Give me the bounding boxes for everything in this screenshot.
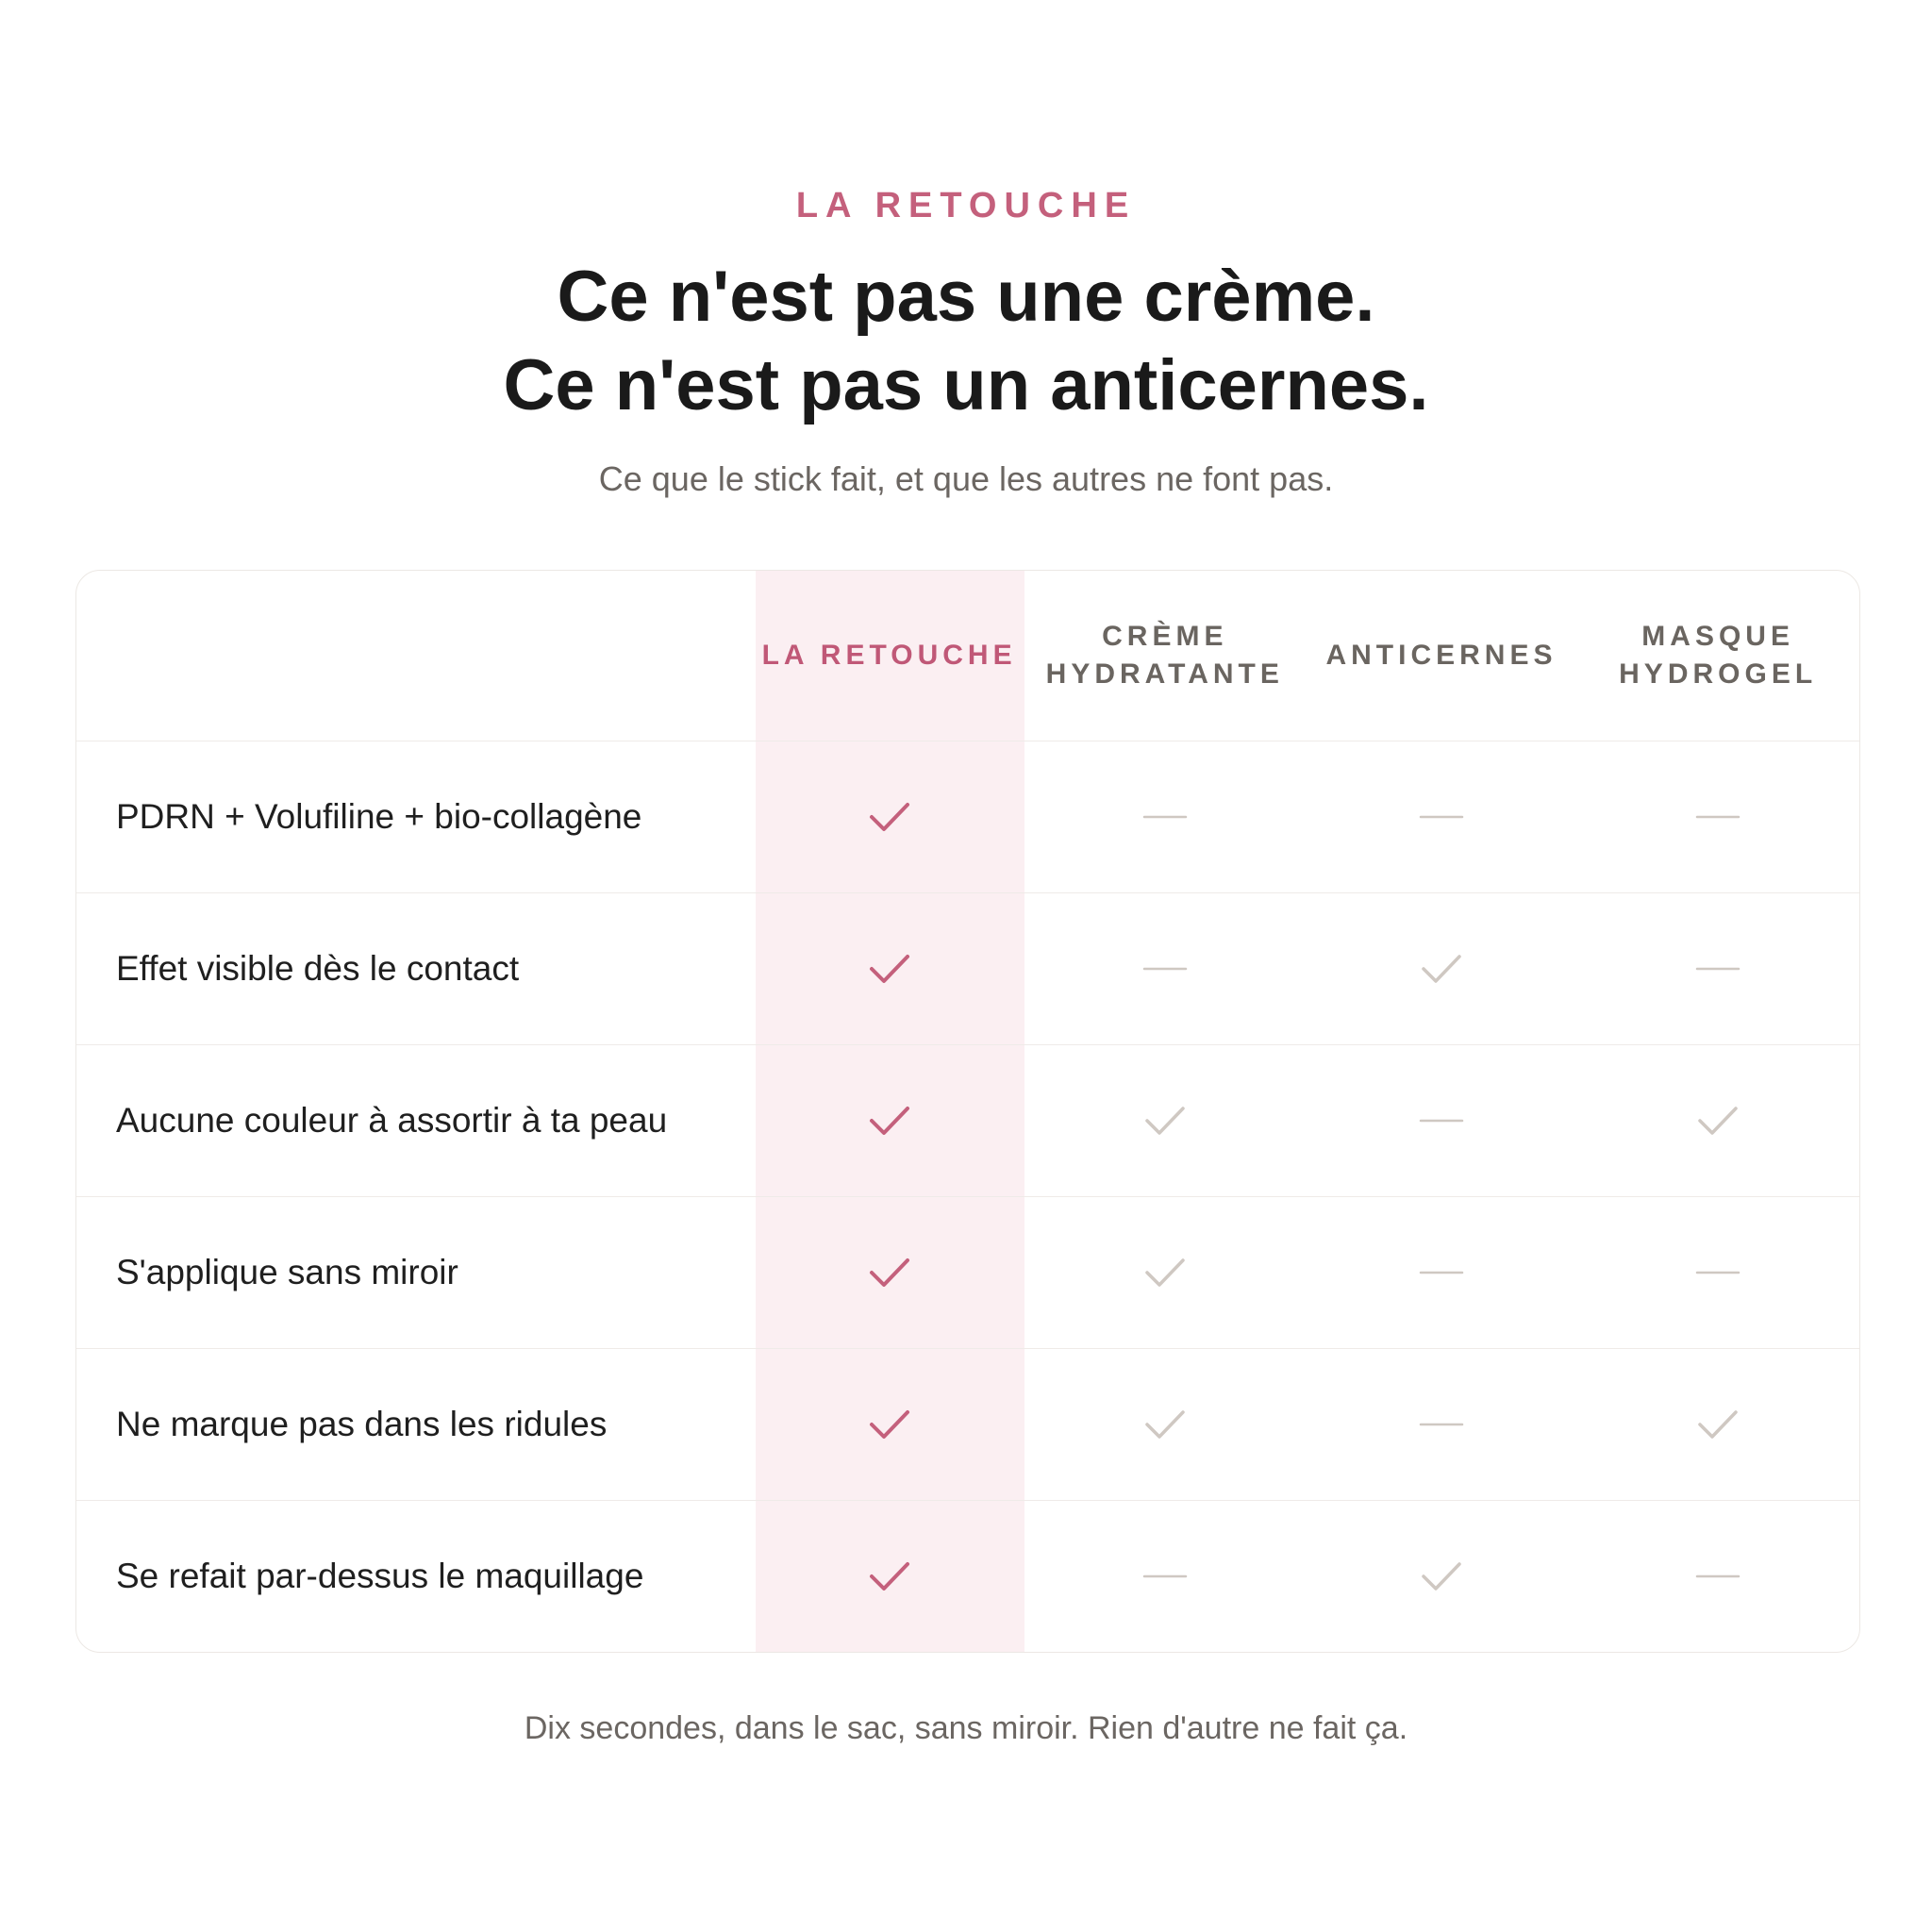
cell-la-retouche <box>755 1197 1024 1348</box>
dash-icon <box>1419 1422 1464 1427</box>
table-row <box>76 1500 1859 1652</box>
check-icon <box>867 1102 912 1140</box>
page-title <box>0 253 1932 430</box>
cell-anticernes <box>1307 1045 1577 1196</box>
dash-icon <box>1695 1574 1740 1579</box>
check-icon <box>1695 1406 1740 1443</box>
page-subtitle: Ce que le stick fait, et que les autres ne font pas. <box>598 459 1334 498</box>
cell-la-retouche <box>755 1501 1024 1652</box>
column-header-label: CRÈME HYDRATANTE <box>1045 621 1284 690</box>
footer-tagline: Dix secondes, dans le sac, sans miroir. Rien d'autre ne fait ça. <box>524 1710 1408 1746</box>
check-icon <box>867 1406 912 1443</box>
check-icon <box>1695 1102 1740 1140</box>
cell-la-retouche <box>755 1045 1024 1196</box>
cell-anticernes <box>1307 893 1577 1044</box>
cell-masque-hydrogel <box>1576 893 1859 1044</box>
column-header-label: ANTICERNES <box>1325 640 1557 671</box>
dash-icon <box>1142 814 1188 820</box>
column-header-anticernes <box>1307 571 1577 741</box>
column-header-label: MASQUE HYDROGEL <box>1619 621 1818 690</box>
table-row <box>76 1348 1859 1500</box>
table-row <box>76 1044 1859 1196</box>
cell-creme-hydratante <box>1024 893 1307 1044</box>
cell-masque-hydrogel <box>1576 741 1859 892</box>
comparison-table <box>75 570 1860 1653</box>
dash-icon <box>1419 814 1464 820</box>
column-header-masque-hydrogel <box>1576 571 1859 741</box>
table-row <box>76 1196 1859 1348</box>
dash-icon <box>1142 1574 1188 1579</box>
row-feature-label: PDRN + Volufiline + bio-collagène <box>116 797 642 836</box>
cell-la-retouche <box>755 893 1024 1044</box>
cell-anticernes <box>1307 1197 1577 1348</box>
cell-anticernes <box>1307 1349 1577 1500</box>
row-feature-label: S'applique sans miroir <box>116 1253 458 1291</box>
check-icon <box>867 950 912 988</box>
cell-la-retouche <box>755 741 1024 892</box>
row-feature-label: Se refait par-dessus le maquillage <box>116 1557 644 1595</box>
dash-icon <box>1419 1118 1464 1124</box>
dash-icon <box>1695 814 1740 820</box>
column-header-label: LA RETOUCHE <box>761 640 1017 671</box>
cell-creme-hydratante <box>1024 1349 1307 1500</box>
check-icon <box>1142 1406 1188 1443</box>
table-row <box>76 892 1859 1044</box>
column-header-la-retouche <box>755 571 1024 741</box>
dash-icon <box>1695 966 1740 972</box>
cell-anticernes <box>1307 1501 1577 1652</box>
cell-creme-hydratante <box>1024 1501 1307 1652</box>
cell-masque-hydrogel <box>1576 1501 1859 1652</box>
check-icon <box>867 1557 912 1595</box>
dash-icon <box>1695 1270 1740 1275</box>
table-header-row <box>76 571 1859 741</box>
table-row <box>76 741 1859 892</box>
dash-icon <box>1419 1270 1464 1275</box>
row-feature-label: Effet visible dès le contact <box>116 949 520 988</box>
column-header-creme-hydratante <box>1024 571 1307 741</box>
cell-masque-hydrogel <box>1576 1349 1859 1500</box>
cell-la-retouche <box>755 1349 1024 1500</box>
title-line-2: Ce n'est pas un anticernes. <box>503 345 1429 425</box>
check-icon <box>1419 1557 1464 1595</box>
cell-creme-hydratante <box>1024 741 1307 892</box>
cell-masque-hydrogel <box>1576 1045 1859 1196</box>
check-icon <box>867 798 912 836</box>
check-icon <box>1142 1254 1188 1291</box>
cell-masque-hydrogel <box>1576 1197 1859 1348</box>
dash-icon <box>1142 966 1188 972</box>
title-line-1: Ce n'est pas une crème. <box>557 257 1375 337</box>
cell-creme-hydratante <box>1024 1045 1307 1196</box>
cell-creme-hydratante <box>1024 1197 1307 1348</box>
cell-anticernes <box>1307 741 1577 892</box>
eyebrow-label: LA RETOUCHE <box>795 186 1137 225</box>
row-feature-label: Aucune couleur à assortir à ta peau <box>116 1101 668 1140</box>
check-icon <box>1419 950 1464 988</box>
check-icon <box>1142 1102 1188 1140</box>
check-icon <box>867 1254 912 1291</box>
row-feature-label: Ne marque pas dans les ridules <box>116 1405 608 1443</box>
